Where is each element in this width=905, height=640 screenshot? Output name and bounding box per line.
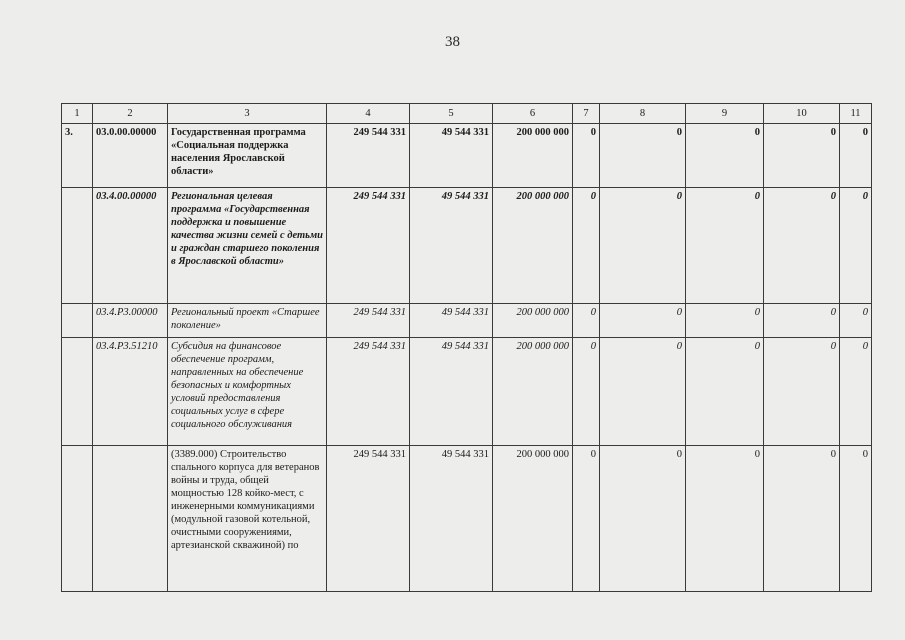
amount-col7: 0 xyxy=(573,304,600,338)
amount-col11: 0 xyxy=(840,338,872,446)
header-cell: 11 xyxy=(840,104,872,124)
amount-col11: 0 xyxy=(840,446,872,592)
amount-col9: 0 xyxy=(686,338,764,446)
amount-col10: 0 xyxy=(764,446,840,592)
header-cell: 2 xyxy=(93,104,168,124)
row-index xyxy=(62,188,93,304)
item-name: Государственная программа «Социальная поддержка населения Ярославской области» xyxy=(168,124,327,188)
amount-col10: 0 xyxy=(764,188,840,304)
amount-col6: 200 000 000 xyxy=(493,338,573,446)
amount-col6: 200 000 000 xyxy=(493,124,573,188)
row-index: 3. xyxy=(62,124,93,188)
header-cell: 9 xyxy=(686,104,764,124)
amount-total: 249 544 331 xyxy=(327,304,410,338)
amount-col9: 0 xyxy=(686,446,764,592)
amount-col6: 200 000 000 xyxy=(493,446,573,592)
item-name: Региональный проект «Старшее поколение» xyxy=(168,304,327,338)
row-index xyxy=(62,446,93,592)
amount-col7: 0 xyxy=(573,188,600,304)
amount-total: 249 544 331 xyxy=(327,446,410,592)
amount-col8: 0 xyxy=(600,446,686,592)
budget-code: 03.4.P3.00000 xyxy=(93,304,168,338)
amount-col8: 0 xyxy=(600,338,686,446)
amount-col8: 0 xyxy=(600,188,686,304)
budget-table xyxy=(61,103,872,592)
amount-col11: 0 xyxy=(840,304,872,338)
table-row xyxy=(62,446,872,592)
header-cell: 6 xyxy=(493,104,573,124)
amount-col10: 0 xyxy=(764,304,840,338)
budget-code: 03.4.P3.51210 xyxy=(93,338,168,446)
amount-col5: 49 544 331 xyxy=(410,188,493,304)
amount-col9: 0 xyxy=(686,304,764,338)
amount-col6: 200 000 000 xyxy=(493,188,573,304)
table-row xyxy=(62,304,872,338)
budget-code: 03.0.00.00000 xyxy=(93,124,168,188)
header-cell: 3 xyxy=(168,104,327,124)
header-cell: 5 xyxy=(410,104,493,124)
item-name: Региональная целевая программа «Государственная поддержка и повышение качества жизни семей с детьми и граждан старшего поколения в Ярославской области» xyxy=(168,188,327,304)
budget-code xyxy=(93,446,168,592)
row-index xyxy=(62,304,93,338)
header-cell: 7 xyxy=(573,104,600,124)
amount-col5: 49 544 331 xyxy=(410,304,493,338)
amount-col8: 0 xyxy=(600,124,686,188)
header-cell: 10 xyxy=(764,104,840,124)
header-cell: 4 xyxy=(327,104,410,124)
amount-col10: 0 xyxy=(764,338,840,446)
item-name: Субсидия на финансовое обеспечение программ, направленных на обеспечение безопасных и комфортных условий предоставления социальных услуг в сфере социального обслуживания xyxy=(168,338,327,446)
amount-total: 249 544 331 xyxy=(327,338,410,446)
page-number: 38 xyxy=(445,34,460,50)
amount-col5: 49 544 331 xyxy=(410,124,493,188)
amount-col10: 0 xyxy=(764,124,840,188)
table-row xyxy=(62,188,872,304)
amount-col9: 0 xyxy=(686,124,764,188)
header-cell: 8 xyxy=(600,104,686,124)
item-name: (3389.000) Строительство спального корпуса для ветеранов войны и труда, общей мощностью 128 койко-мест, с инженерными коммуникациями (модульной газовой котельной, очистными сооружениями, артезианской скважиной) по xyxy=(168,446,327,592)
amount-col5: 49 544 331 xyxy=(410,338,493,446)
amount-col7: 0 xyxy=(573,338,600,446)
amount-col8: 0 xyxy=(600,304,686,338)
amount-col7: 0 xyxy=(573,446,600,592)
amount-col5: 49 544 331 xyxy=(410,446,493,592)
header-cell: 1 xyxy=(62,104,93,124)
amount-col11: 0 xyxy=(840,188,872,304)
amount-col9: 0 xyxy=(686,188,764,304)
amount-col6: 200 000 000 xyxy=(493,304,573,338)
table-row xyxy=(62,338,872,446)
budget-code: 03.4.00.00000 xyxy=(93,188,168,304)
amount-col7: 0 xyxy=(573,124,600,188)
header-row xyxy=(62,104,872,124)
table-row xyxy=(62,124,872,188)
row-index xyxy=(62,338,93,446)
amount-total: 249 544 331 xyxy=(327,188,410,304)
amount-col11: 0 xyxy=(840,124,872,188)
amount-total: 249 544 331 xyxy=(327,124,410,188)
